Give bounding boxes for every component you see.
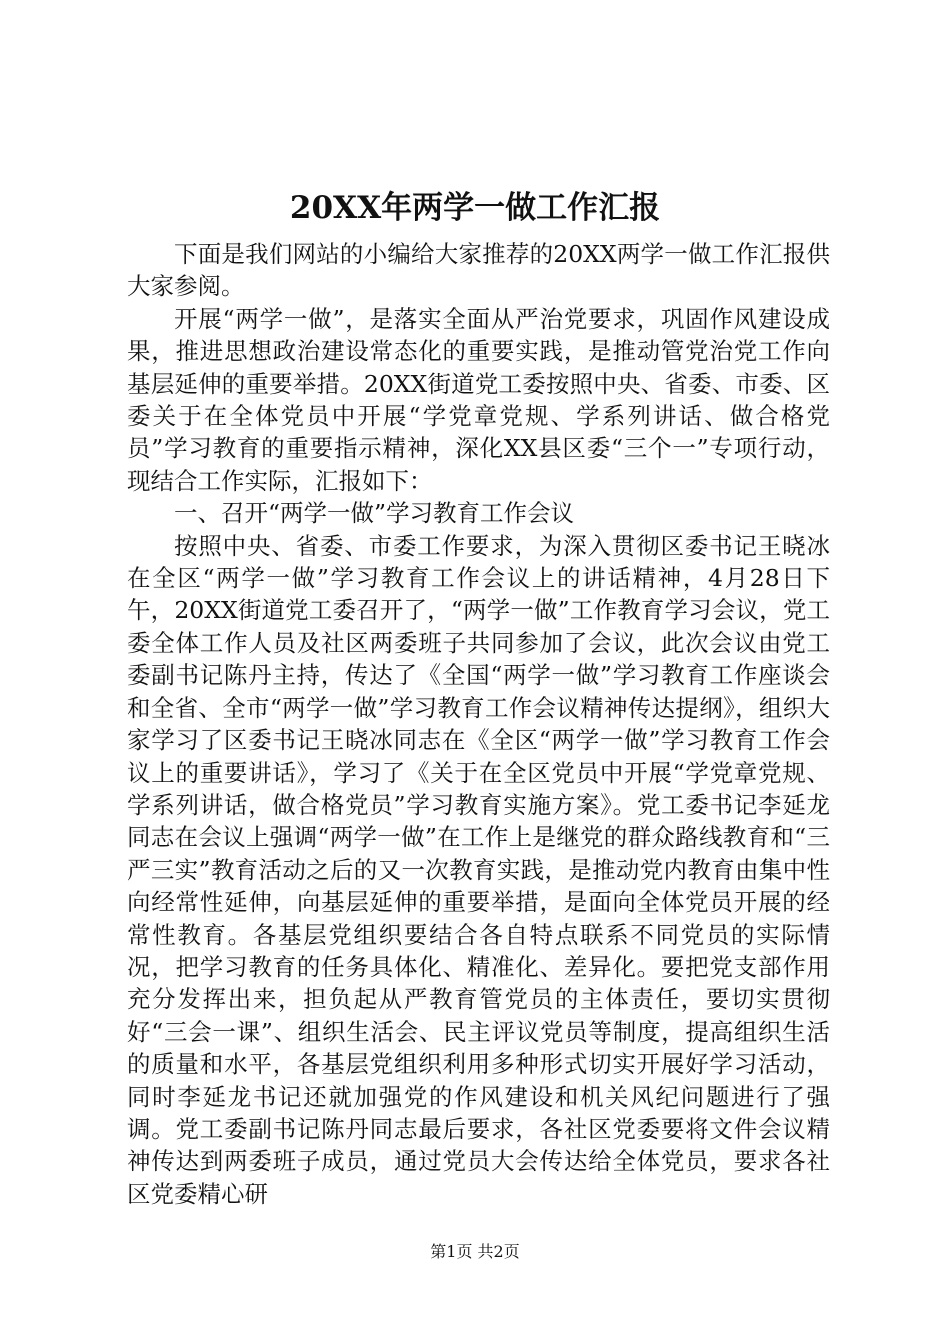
section-heading: 一、召开“两学一做”学习教育工作会议 — [174, 499, 575, 528]
document-body — [127, 238, 830, 1210]
page-footer: 第1页 共2页 — [430, 1242, 520, 1261]
overview-paragraph: 开展“两学一做”，是落实全面从严治党要求，巩固作风建设成果，推进思想政治建设常态化的重要实践，是推动管党治党工作向基层延伸的重要举措。20XX街道党工委按照中央、省委、市委、区委关于在全体党员中开展“学党章党规、学系列讲话、做合格党员”学习教育的重要指示精神，深化XX县区委“三个一”专项行动，现结合工作实际，汇报如下： — [127, 304, 830, 495]
meeting-paragraph: 按照中央、省委、市委工作要求，为深入贯彻区委书记王晓冰在全区“两学一做”学习教育工作会议上的讲话精神，4月28日下午，20XX街道党工委召开了，“两学一做”工作教育学习会议，党工委全体工作人员及社区两委班子共同参加了会议，此次会议由党工委副书记陈丹主持，传达了《全国“两学一做”学习教育工作座谈会和全省、全市“两学一做”学习教育工作会议精神传达提纲》，组织大家学习了区委书记王晓冰同志在《全区“两学一做”学习教育工作会议上的重要讲话》，学习了《关于在全区党员中开展“学党章党规、学系列讲话，做合格党员”学习教育实施方案》。党工委书记李延龙同志在会议上强调“两学一做”在工作上是继党的群众路线教育和“三严三实”教育活动之后的又一次教育实践，是推动党内教育由集中性向经常性延伸，向基层延伸的重要举措，是面向全体党员开展的经常性教育。各基层党组织要结合各自特点联系不同党员的实际情况，把学习教育的任务具体化、精准化、差异化。要把党支部作用充分发挥出来，担负起从严教育管党员的主体责任，要切实贯彻好“三会一课”、组织生活会、民主评议党员等制度，提高组织生活的质量和水平，各基层党组织利用多种形式切实开展好学习活动，同时李延龙书记还就加强党的作风建设和机关风纪问题进行了强调。党工委副书记陈丹同志最后要求，各社区党委要将文件会议精神传达到两委班子成员，通过党员大会传达给全体党员，要求各社区党委精心研 — [127, 531, 830, 1208]
intro-paragraph: 下面是我们网站的小编给大家推荐的20XX两学一做工作汇报供大家参阅。 — [127, 240, 830, 301]
document-title: 20XX年两学一做工作汇报 — [289, 190, 661, 226]
